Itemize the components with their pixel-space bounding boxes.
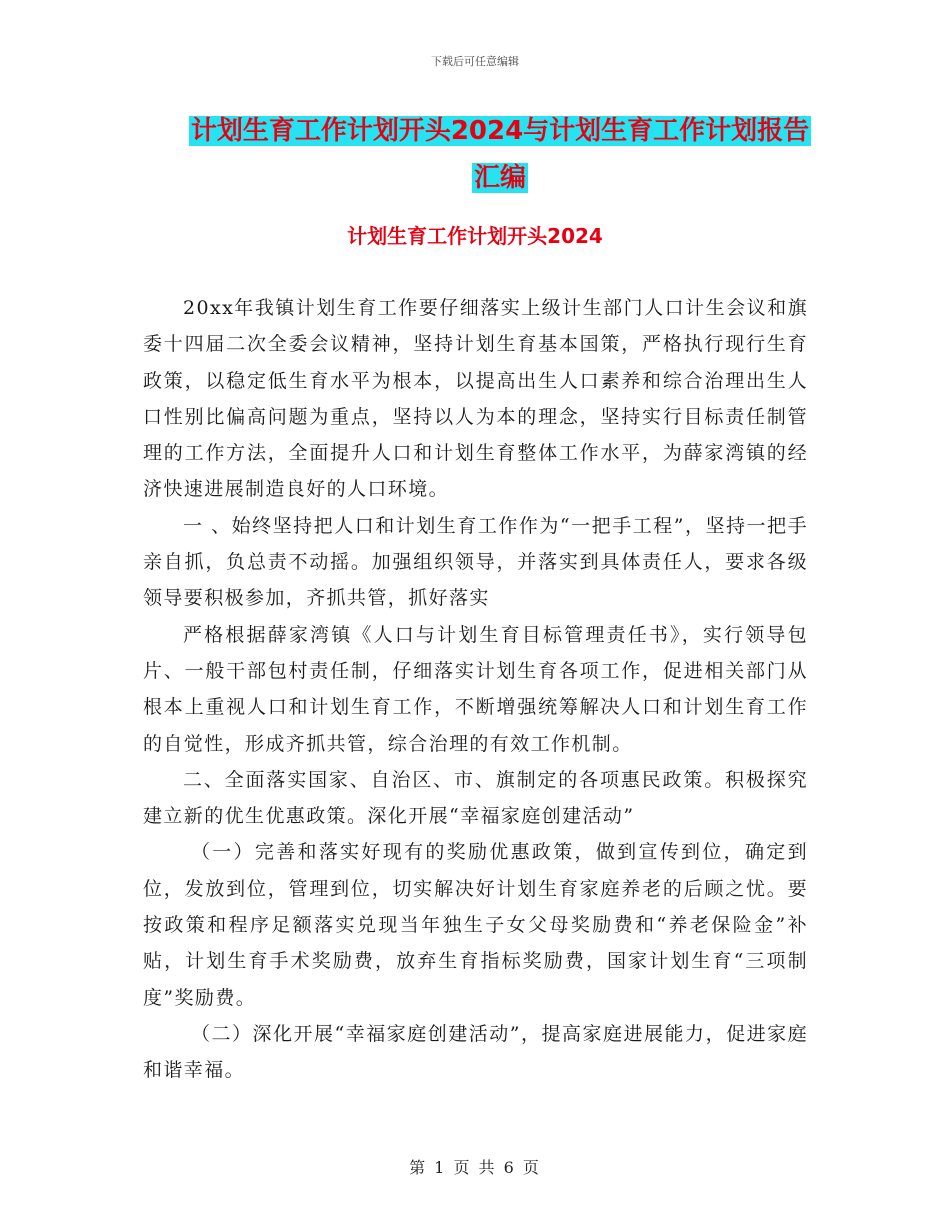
document-title-line1: 计划生育工作计划开头2024与计划生育工作计划报告 [190,116,810,146]
paragraph-subitem-1: （一）完善和落实好现有的奖励优惠政策，做到宣传到位，确定到位，发放到位，管理到位，切实解决好计划生育家庭养老的后顾之忧。要按政策和程序足额落实兑现当年独生子女父母奖励费和“养老保险金”补贴，计划生育手术奖励费，放弃生育指标奖励费，国家计划生育“三项制度”奖励费。 [143,841,808,1009]
paragraph-item-1: 一 、始终坚持把人口和计划生育工作作为“一把手工程”，坚持一把手亲自抓，负总责不动摇。加强组织领导，并落实到具体责任人，要求各级领导要积极参加，齐抓共管，抓好落实 [143,514,808,610]
paragraph-responsibility: 严格根据薛家湾镇《人口与计划生育目标管理责任书》，实行领导包片、一般干部包村责任制，仔细落实计划生育各项工作，促进相关部门从根本上重视人口和计划生育工作，不断增强统筹解决人口和计划生育工作的自觉性，形成齐抓共管，综合治理的有效工作机制。 [143,623,808,755]
document-body [143,290,808,1089]
document-title [140,108,860,202]
section-title: 计划生育工作计划开头2024 [347,224,603,248]
paragraph-item-2: 二、全面落实国家、自治区、市、旗制定的各项惠民政策。积极探究建立新的优生优惠政策。深化开展“幸福家庭创建活动” [143,768,808,828]
paragraph-subitem-2: （二）深化开展“幸福家庭创建活动”，提高家庭进展能力，促进家庭和谐幸福。 [143,1022,808,1082]
paragraph-intro: 20xx年我镇计划生育工作要仔细落实上级计生部门人口计生会议和旗委十四届二次全委会议精神，坚持计划生育基本国策，严格执行现行生育政策，以稳定低生育水平为根本，以提高出生人口素养和综合治理出生人口性别比偏高问题为重点，坚持以人为本的理念，坚持实行目标责任制管理的工作方法，全面提升人口和计划生育整体工作水平，为薛家湾镇的经济快速进展制造良好的人口环境。 [143,297,808,501]
document-title-line2: 汇编 [473,163,526,193]
page-footer: 第 1 页 共 6 页 [409,1158,541,1177]
page-header: 下载后可任意编辑 [431,55,519,68]
